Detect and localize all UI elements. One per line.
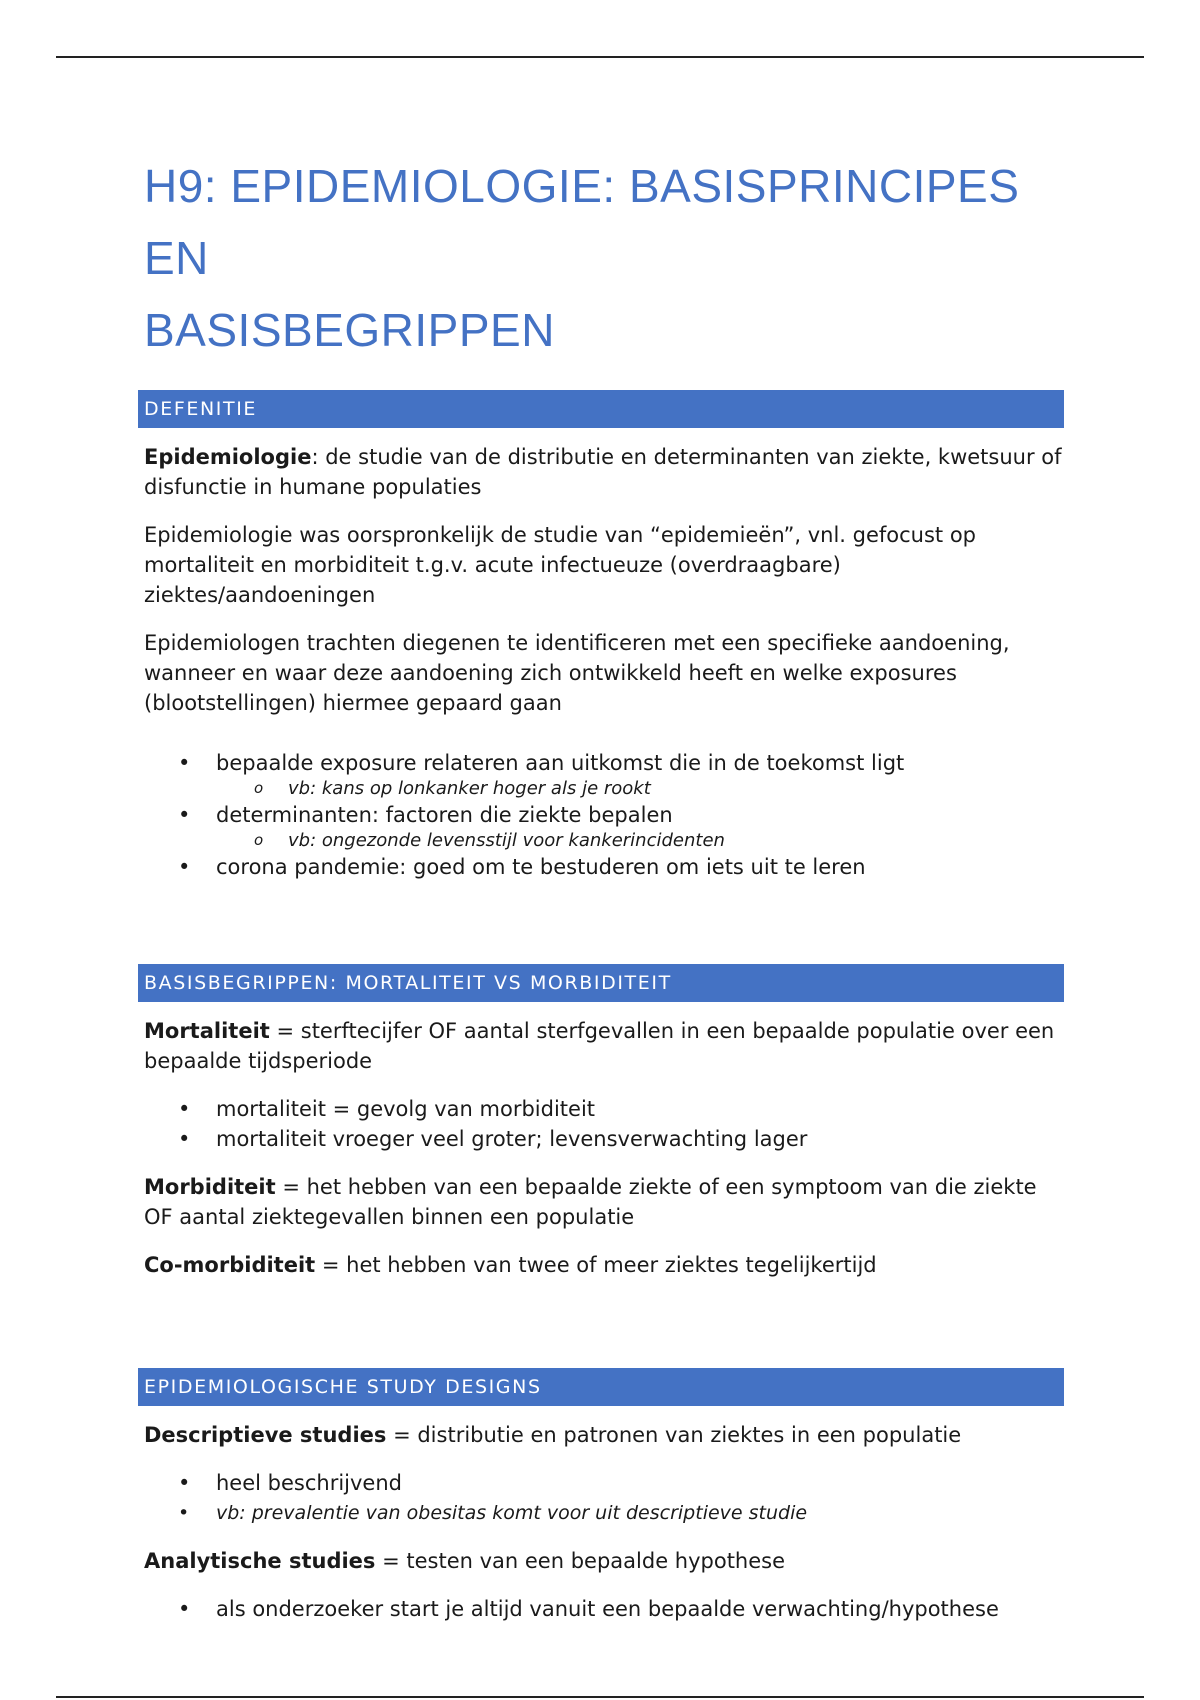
bullet-list [138,1468,1064,1528]
sub-list [216,778,1064,800]
list-item: • mortaliteit vroeger veel groter; levensverwachting lager [138,1124,1064,1154]
section-heading-study-designs: EPIDEMIOLOGISCHE STUDY DESIGNS [138,1368,1064,1406]
paragraph-epidemiologists: Epidemiologen trachten diegenen te identificeren met een specifieke aandoening, wanneer en waar deze aandoening zich ontwikkeld heeft en welke exposures (blootstellingen) hiermee gepaard gaan [144,631,1010,715]
bullet-list [138,1094,1064,1154]
list-item [138,800,1064,852]
sub-list-item: o vb: ongezonde levensstijl voor kankerincidenten [216,830,1064,852]
list-item: • als onderzoeker start je altijd vanuit een bepaalde verwachting/hypothese [138,1594,1064,1624]
paragraph-epidemiologie-definition [144,442,1064,502]
definition-text: = het hebben van twee of meer ziektes tegelijkertijd [315,1253,877,1277]
definition-text: = sterftecijfer OF aantal sterfgevallen in een bepaalde populatie over een bepaalde tijdsperiode [144,1019,1055,1073]
paragraph-analytische-studies [144,1546,1064,1576]
term-bold: Descriptieve studies [144,1423,387,1447]
paragraph-descriptieve-studies [144,1420,1064,1450]
paragraph-mortaliteit [144,1016,1064,1076]
list-item: • mortaliteit = gevolg van morbiditeit [138,1094,1064,1124]
title-line-1: H9: EPIDEMIOLOGIE: BASISPRINCIPES EN [144,160,1020,284]
section-heading-definitie: DEFENITIE [138,390,1064,428]
list-item-text: bepaalde exposure relateren aan uitkomst die in de toekomst ligt [216,751,905,775]
term-bold: Epidemiologie [144,445,312,469]
term-bold: Analytische studies [144,1549,376,1573]
term-bold: Mortaliteit [144,1019,270,1043]
document-title [144,150,1064,366]
section-heading-basisbegrippen: BASISBEGRIPPEN: MORTALITEIT VS MORBIDITEIT [138,964,1064,1002]
title-line-2: BASISBEGRIPPEN [144,304,555,356]
definition-text: = testen van een bepaalde hypothese [375,1549,786,1573]
bullet-list [138,1594,1064,1624]
list-item: • heel beschrijvend [138,1468,1064,1498]
term-bold: Co-morbiditeit [144,1253,316,1277]
definition-text: = het hebben van een bepaalde ziekte of een symptoom van die ziekte OF aantal ziektegevallen binnen een populatie [144,1175,1037,1229]
definition-text: = distributie en patronen van ziektes in een populatie [386,1423,962,1447]
bullet-list [138,748,1064,882]
paragraph-co-morbiditeit [144,1250,1064,1280]
paragraph-morbiditeit [144,1172,1064,1232]
sub-list [216,830,1064,852]
sub-list-item: o vb: kans op lonkanker hoger als je rookt [216,778,1064,800]
definition-text: : de studie van de distributie en determinanten van ziekte, kwetsuur of disfunctie in humane populaties [144,445,1062,499]
footer-rule [56,1696,1144,1698]
list-item: • vb: prevalentie van obesitas komt voor uit descriptieve studie [138,1498,1064,1528]
header-rule [56,56,1144,58]
list-item: • corona pandemie: goed om te bestuderen om iets uit te leren [138,852,1064,882]
document-body [138,138,1064,1642]
term-bold: Morbiditeit [144,1175,276,1199]
paragraph-origin: Epidemiologie was oorspronkelijk de studie van “epidemieën”, vnl. gefocust op mortaliteit en morbiditeit t.g.v. acute infectueuze (overdraagbare) ziektes/aandoeningen [144,523,977,607]
list-item-text: determinanten: factoren die ziekte bepalen [216,803,673,827]
list-item [138,748,1064,800]
